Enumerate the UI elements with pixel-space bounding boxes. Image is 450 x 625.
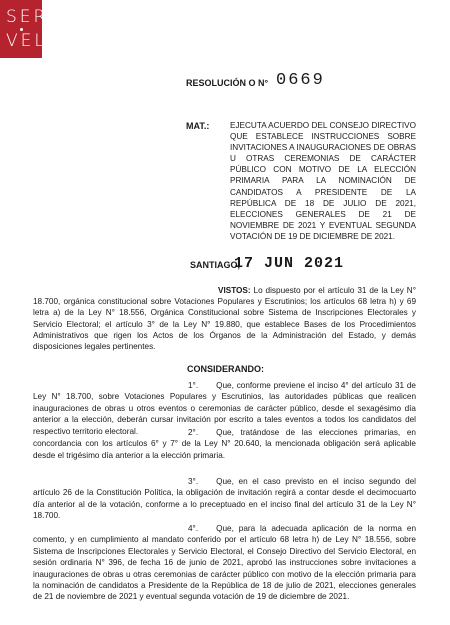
item-text: Que, en el caso previsto en el inciso segundo del artículo 26 de la Constitución Política, la obligación de invitación regirá a contar desde el decimocuarto día anterior al de la votación, conforme a lo preceptuado en el inciso final del artículo 31 de la Ley N° 18.700. [33,477,416,521]
matter-label: MAT.: [186,121,210,131]
item-text: Que, tratándose de las elecciones primarias, en concordancia con los artículos 6° y 7° de la Ley N° 20.640, la mencionada obligación será aplicable desde el trigésimo día anterior a la elección primaria. [33,428,416,460]
item-number: 2°. [188,428,199,437]
logo-text-top: SER [6,7,49,27]
logo-text-bottom: VEL [6,31,47,51]
item-number: 1°. [188,381,199,390]
vistos-text: Lo dispuesto por el artículo 31 de la Ley N° 18.700, orgánica constitucional sobre Votaciones Populares y Escrutinios; los artículos 68 letra h) y 69 letra a) de la Ley N° 18.556, Orgánica Constitucional sobre Sistema de Inscripciones Electorales y Servicio Electoral; el artículo 3° de la Ley N° 19.880, que establece Bases de los Procedimientos Administrativos que rigen los Actos de los Órganos de la Administración del Estado, y demás disposiciones legales pertinentes. [33,286,416,352]
matter-text: EJECUTA ACUERDO DEL CONSEJO DIRECTIVO QUE ESTABLECE INSTRUCCIONES SOBRE INVITACIONES A INAUGURACIONES DE OBRAS U OTRAS CEREMONIAS DE CARÁCTER PÚBLICO CON MOTIVO DE LA ELECCIÓN PRIMARIA PARA LA NOMINACIÓN DE CANDIDATOS A PRESIDENTE DE LA REPÚBLICA DE 18 DE JULIO DE 2021, ELECCIONES GENERALES DE 21 DE NOVIEMBRE DE 2021 Y EVENTUAL SEGUNDA VOTACIÓN DE 19 DE DICIEMBRE DE 2021. [230,121,416,241]
date-stamp: 17 JUN 2021 [234,255,345,272]
considerando-item [33,523,416,603]
item-text: Que, conforme previene el inciso 4° del artículo 31 de Ley N° 18.700, sobre Votaciones Populares y Escrutinios, las autoridades públicas que realicen inauguraciones de obras u otros eventos o ceremonias de carácter público, desde el sexagésimo día anterior a la elección, deberán cursar invitación por escrito a tales eventos a todos los candidatos del respectivo territorio electoral. [33,381,416,436]
item-number: 4°. [188,524,199,533]
resolution-label: RESOLUCIÓN O N° [186,78,269,88]
servel-logo [0,0,49,58]
vistos-label: VISTOS: [218,286,251,295]
vistos-section [33,285,416,352]
considerando-label: CONSIDERANDO: [187,364,265,374]
resolution-number: 0669 [276,71,325,90]
item-text: Que, para la adecuada aplicación de la norma en comento, y en cumplimiento al mandato conferido por el artículo 68 letra h) de Ley N° 18.556, sobre Sistema de Inscripciones Electorales y Servicio Electoral, el Consejo Directivo del Servicio Electoral, en sesión ordinaria N° 396, de fecha 16 de junio de 2021, aprobó las instrucciones sobre invitaciones a inauguraciones de obras u otras ceremonias de carácter público con motivo de la elección primaria para la nominación de candidatos a Presidente de la República de 18 de julio de 2021, elecciones generales de 21 de noviembre de 2021 y eventual segunda votación de 19 de diciembre de 2021. [33,524,416,602]
item-number: 3°. [188,477,199,486]
considerando-item [33,476,416,522]
considerando-item [33,427,416,461]
city-label: SANTIAGO, [190,260,241,270]
